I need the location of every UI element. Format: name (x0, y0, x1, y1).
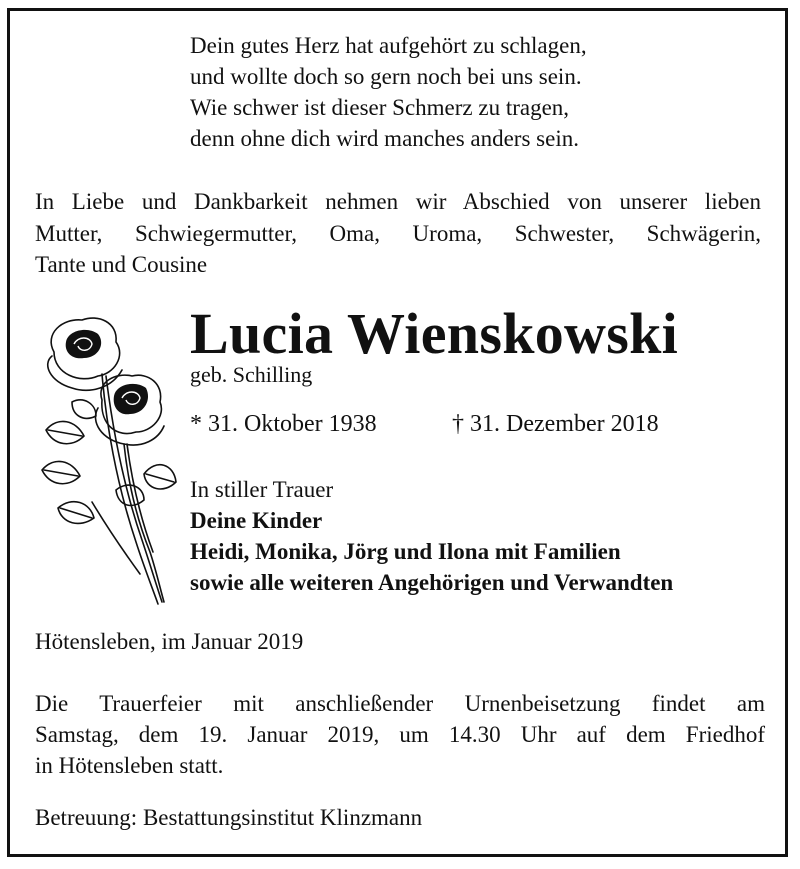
death-date: † 31. Dezember 2018 (452, 411, 659, 437)
poem-line: Wie schwer ist dieser Schmerz zu tragen, (190, 95, 570, 120)
farewell-intro (35, 186, 761, 281)
undertaker-credit: Betreuung: Bestattungsinstitut Klinzmann (35, 805, 423, 830)
poem-line: Dein gutes Herz hat aufgehört zu schlagen, (190, 33, 587, 58)
funeral-line: in Hötensleben statt. (35, 753, 224, 778)
mourner-line: Heidi, Monika, Jörg und Ilona mit Familien (190, 539, 621, 564)
mourning-intro: In stiller Trauer (190, 477, 334, 502)
birth-date: * 31. Oktober 1938 (190, 411, 377, 437)
funeral-info (35, 688, 765, 781)
roses-icon (32, 312, 180, 612)
mourner-line: sowie alle weiteren Angehörigen und Verwandten (190, 570, 674, 595)
poem-line: denn ohne dich wird manches anders sein. (190, 126, 579, 151)
intro-line: Tante und Cousine (35, 252, 208, 277)
mourners-block (190, 474, 673, 598)
maiden-name: geb. Schilling (190, 362, 313, 387)
funeral-line: Die Trauerfeier mit anschließender Urnenbeisetzung findet am (35, 691, 765, 716)
poem-line: und wollte doch so gern noch bei uns sein. (190, 64, 582, 89)
place-date: Hötensleben, im Januar 2019 (35, 629, 304, 654)
funeral-line: Samstag, dem 19. Januar 2019, um 14.30 Uhr auf dem Friedhof (35, 722, 765, 747)
deceased-name: Lucia Wienskowski (190, 301, 679, 366)
intro-line: In Liebe und Dankbarkeit nehmen wir Abschied von unserer lieben (35, 189, 761, 214)
poem (190, 30, 587, 154)
life-dates (190, 409, 659, 439)
mourner-line: Deine Kinder (190, 508, 323, 533)
intro-line: Mutter, Schwiegermutter, Oma, Uroma, Schwester, Schwägerin, (35, 220, 761, 246)
